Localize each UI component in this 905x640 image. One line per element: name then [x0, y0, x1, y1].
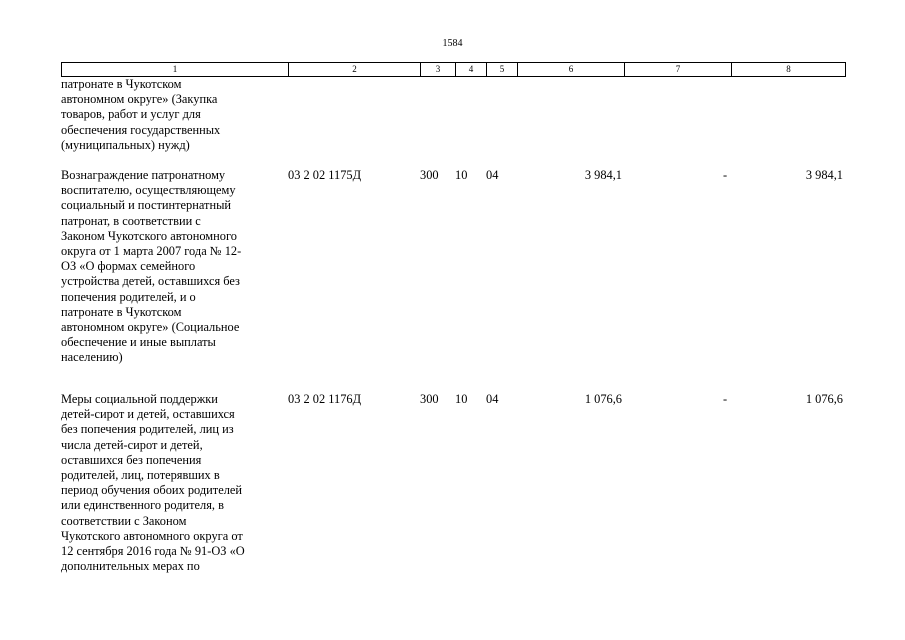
expense-type: 300 — [420, 168, 439, 182]
column-header: 4 — [456, 63, 487, 77]
column-header: 7 — [625, 63, 732, 77]
subsection: 04 — [486, 392, 499, 406]
budget-code: 03 2 02 1175Д — [288, 168, 362, 182]
row-description: патронате в Чукотском автономном округе» (Закупка товаров, работ и услуг для обеспечения государственных (муниципальных) нужд) — [61, 77, 221, 152]
amount-regional: 1 076,6 — [805, 392, 843, 406]
amount-federal: - — [723, 168, 728, 182]
section: 10 — [455, 392, 468, 406]
row-description: Вознаграждение патронатному воспитателю, осуществляющему социальный и постинтернатный патронат, в соответствии с Законом Чукотского автономного округа от 1 марта 2007 года № 12- ОЗ «О формах семейного устройства детей, оставшихся без попечения родителей, и о патронате в Чукотском автономном округе» (Социальное обеспечение и иные выплаты населению) — [61, 168, 242, 365]
header-row — [62, 63, 846, 77]
amount-regional: 3 984,1 — [805, 168, 843, 182]
column-header: 8 — [732, 63, 846, 77]
column-header: 2 — [289, 63, 421, 77]
column-header: 3 — [421, 63, 456, 77]
column-number-header — [61, 62, 846, 77]
expense-type: 300 — [420, 392, 439, 406]
budget-code: 03 2 02 1176Д — [288, 392, 362, 406]
column-header: 6 — [518, 63, 625, 77]
page-number: 1584 — [442, 38, 463, 49]
section: 10 — [455, 168, 468, 182]
amount-total: 1 076,6 — [584, 392, 622, 406]
column-header: 1 — [62, 63, 289, 77]
amount-total: 3 984,1 — [584, 168, 622, 182]
row-description: Меры социальной поддержки детей-сирот и детей, оставшихся без попечения родителей, лиц из числа детей-сирот и детей, оставшихся без попечения родителей, лиц, потерявших в период обучения обоих родителей или единственного родителя, в соответствии с Законом Чукотского автономного округа от 12 сентября 2016 года № 91-ОЗ «О дополнительных мерах по — [61, 392, 245, 574]
amount-federal: - — [723, 392, 728, 406]
subsection: 04 — [486, 168, 499, 182]
column-header: 5 — [487, 63, 518, 77]
